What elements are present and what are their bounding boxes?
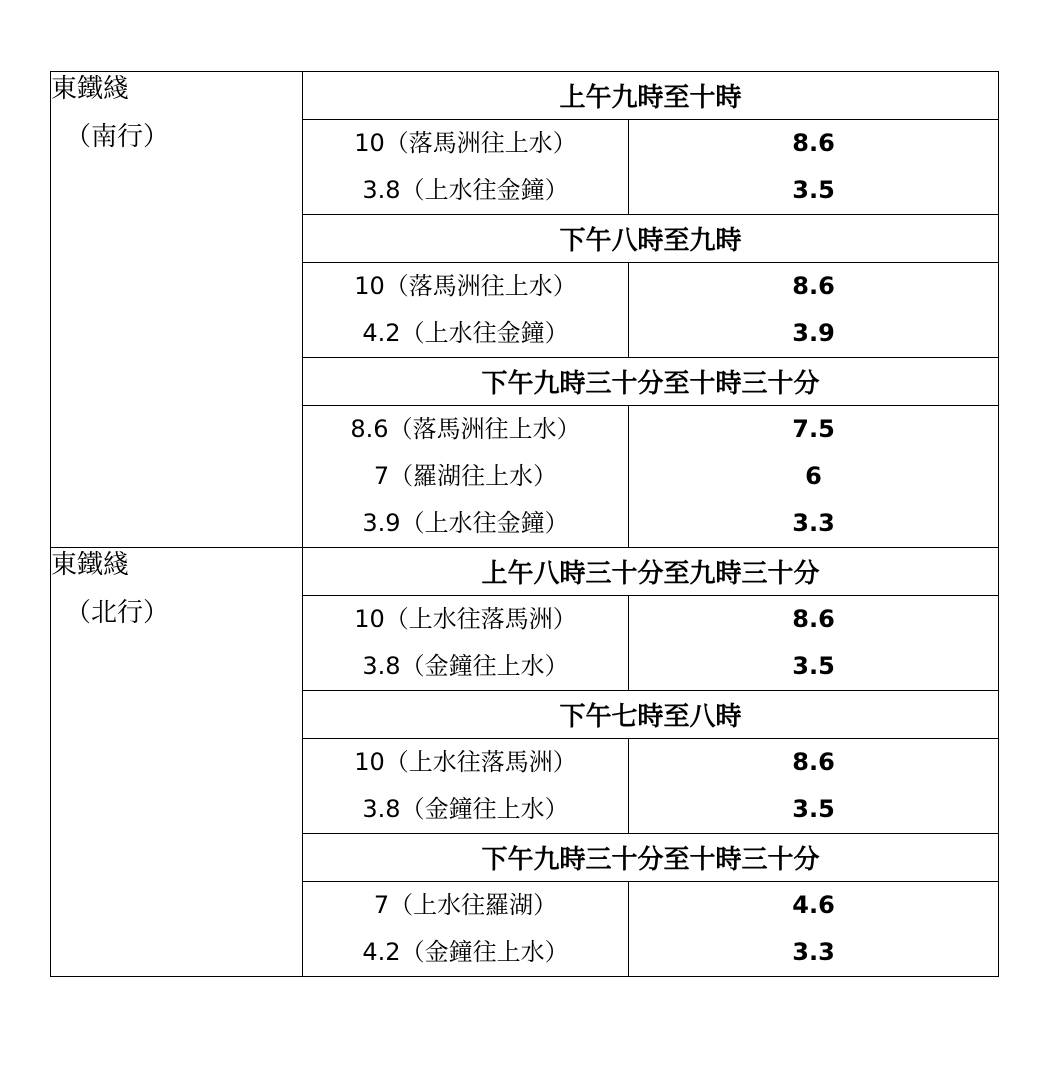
value-entry: 8.6 [792, 129, 835, 157]
line-direction: （北行） [65, 598, 170, 628]
line-direction: （南行） [65, 122, 170, 152]
value-entry: 7.5 [792, 415, 835, 443]
values-cell [629, 739, 999, 834]
line-name: 東鐵綫 [51, 74, 130, 104]
period-title: 下午九時三十分至十時三十分 [303, 358, 999, 406]
routes-cell [303, 120, 629, 215]
values-cell [629, 596, 999, 691]
period-title: 下午九時三十分至十時三十分 [303, 834, 999, 882]
line-cell [51, 72, 303, 548]
values-cell [629, 120, 999, 215]
values-cell [629, 882, 999, 977]
routes-cell [303, 882, 629, 977]
value-entry: 3.9 [792, 319, 835, 347]
value-entry: 3.5 [792, 795, 835, 823]
value-entry: 4.6 [792, 891, 835, 919]
route-entry: 3.8（金鐘往上水） [362, 795, 569, 823]
period-title: 上午八時三十分至九時三十分 [303, 548, 999, 596]
period-header-row [51, 72, 999, 120]
value-entry: 8.6 [792, 748, 835, 776]
period-title: 上午九時至十時 [303, 72, 999, 120]
value-entry: 3.5 [792, 652, 835, 680]
route-entry: 7（羅湖往上水） [373, 462, 558, 490]
routes-cell [303, 739, 629, 834]
period-title: 下午七時至八時 [303, 691, 999, 739]
value-entry: 6 [805, 462, 822, 490]
value-entry: 8.6 [792, 605, 835, 633]
routes-cell [303, 263, 629, 358]
value-entry: 3.5 [792, 176, 835, 204]
period-header-row [51, 548, 999, 596]
values-cell [629, 406, 999, 548]
route-entry: 3.8（金鐘往上水） [362, 652, 569, 680]
route-entry: 3.8（上水往金鐘） [362, 176, 569, 204]
route-entry: 7（上水往羅湖） [373, 891, 558, 919]
routes-cell [303, 596, 629, 691]
schedule-table [50, 71, 999, 977]
route-entry: 10（上水往落馬洲） [354, 748, 577, 776]
route-entry: 4.2（金鐘往上水） [362, 938, 569, 966]
line-cell [51, 548, 303, 977]
line-name: 東鐵綫 [51, 550, 130, 580]
routes-cell [303, 406, 629, 548]
route-entry: 4.2（上水往金鐘） [362, 319, 569, 347]
route-entry: 8.6（落馬洲往上水） [350, 415, 581, 443]
route-entry: 3.9（上水往金鐘） [362, 509, 569, 537]
value-entry: 3.3 [792, 938, 835, 966]
values-cell [629, 263, 999, 358]
route-entry: 10（落馬洲往上水） [354, 129, 577, 157]
route-entry: 10（上水往落馬洲） [354, 605, 577, 633]
route-entry: 10（落馬洲往上水） [354, 272, 577, 300]
value-entry: 3.3 [792, 509, 835, 537]
period-title: 下午八時至九時 [303, 215, 999, 263]
value-entry: 8.6 [792, 272, 835, 300]
